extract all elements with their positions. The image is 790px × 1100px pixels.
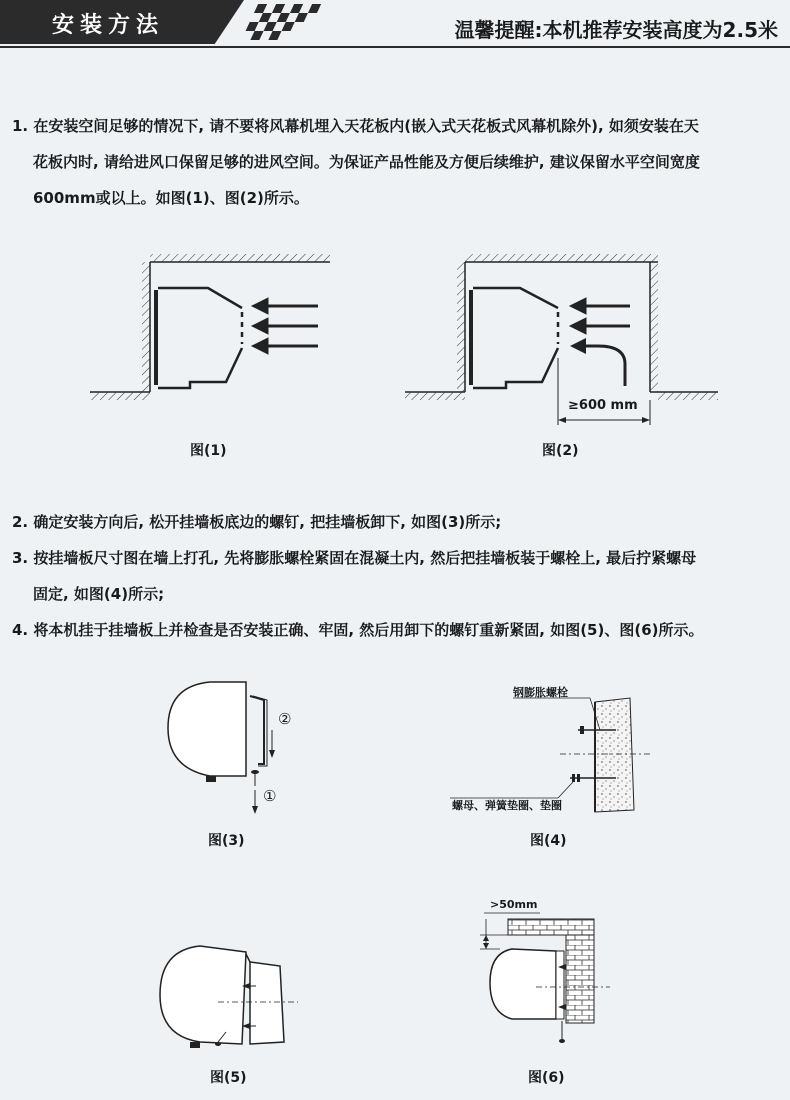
figure-6-caption: 图(6) xyxy=(528,1070,565,1086)
figure-1-caption: 图(1) xyxy=(190,443,227,459)
figure-6-dimension-label: >50mm xyxy=(490,898,538,911)
step-4-line: 4. 将本机挂于挂墙板上并检查是否安装正确、牢固, 然后用卸下的螺钉重新紧固, 如图(5)、图(6)所示。 xyxy=(12,621,704,639)
figure-4-bolt-label: 钢膨胀螺栓 xyxy=(513,686,568,699)
figure-2-diagram xyxy=(400,250,730,430)
step-4-text xyxy=(12,612,782,648)
figure-6-diagram xyxy=(470,905,620,1055)
step-2-line: 2. 确定安装方向后, 松开挂墙板底边的螺钉, 把挂墙板卸下, 如图(3)所示; xyxy=(12,513,502,531)
step-1-line-2: 花板内时, 请给进风口保留足够的进风空间。为保证产品性能及方便后续维护, 建议保留水平空间宽度 xyxy=(33,153,700,171)
step-1-line-3: 600mm或以上。如图(1)、图(2)所示。 xyxy=(33,189,309,207)
figure-3-caption: 图(3) xyxy=(208,833,245,849)
figure-3-diagram xyxy=(160,678,310,818)
header-rule xyxy=(0,46,790,48)
step-3-line-1: 3. 按挂墙板尺寸图在墙上打孔, 先将膨胀螺栓紧固在混凝土内, 然后把挂墙板装于螺栓上, 最后拧紧螺母 xyxy=(12,549,697,567)
figure-5-caption: 图(5) xyxy=(210,1070,247,1086)
figure-3-mark-2: ② xyxy=(278,710,292,728)
figure-2-dimension-label: ≥600 mm xyxy=(568,398,638,413)
figure-4-caption: 图(4) xyxy=(530,833,567,849)
header xyxy=(0,0,790,58)
section-title: 安装方法 xyxy=(52,13,165,38)
step-3-line-2: 固定, 如图(4)所示; xyxy=(33,585,165,603)
installation-height-tip: 温馨提醒:本机推荐安装高度为2.5米 xyxy=(454,18,778,42)
step-1-line-1: 1. 在安装空间足够的情况下, 请不要将风幕机埋入天花板内(嵌入式天花板式风幕机除外), 如须安装在天 xyxy=(12,117,699,135)
figure-1-diagram xyxy=(80,250,340,410)
figure-4-nut-label: 螺母、弹簧垫圈、垫圈 xyxy=(452,799,562,812)
step-2-text xyxy=(12,504,782,540)
checkered-flag-decoration xyxy=(230,0,320,44)
figure-5-diagram xyxy=(160,940,310,1060)
figure-3-mark-1: ① xyxy=(263,787,277,805)
step-1-text xyxy=(12,108,782,216)
figure-2-caption: 图(2) xyxy=(542,443,579,459)
step-3-text xyxy=(12,540,782,612)
